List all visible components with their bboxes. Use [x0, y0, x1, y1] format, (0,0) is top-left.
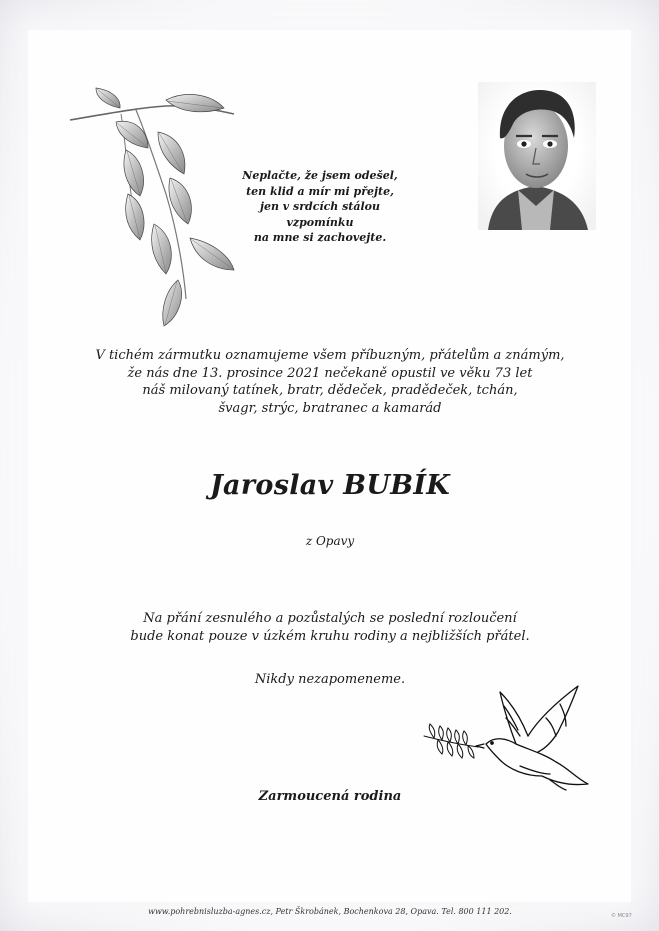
- birch-branch-icon: [66, 84, 246, 334]
- announcement-line: švagr, strýc, bratranec a kamarád: [218, 400, 442, 416]
- announcement-text: [80, 347, 580, 417]
- never-forget-text: Nikdy nezapomeneme.: [254, 672, 406, 687]
- poem-line: jen v srdcích stálou vzpomínku: [259, 200, 381, 229]
- poem-line: Neplačte, že jsem odešel,: [242, 169, 398, 182]
- announcement-line: V tichém zármutku oznamujeme všem příbuzným, přátelům a známým,: [95, 348, 565, 363]
- deceased-name: Jaroslav BUBÍK: [209, 470, 451, 501]
- memorial-poem: [240, 168, 400, 246]
- print-code: © MC97: [611, 913, 632, 919]
- portrait-photo: [478, 82, 596, 230]
- dove-with-olive-branch-icon: [420, 684, 595, 794]
- funeral-line: bude konat pouze v úzkém kruhu rodiny a nejbližších přátel.: [130, 628, 530, 644]
- signature: Zarmoucená rodina: [258, 789, 402, 804]
- poem-line: ten klid a mír mi přejte,: [246, 184, 394, 198]
- funeral-service-footer: www.pohrebnisluzba-agnes.cz, Petr Škrobánek, Bochenkova 28, Opava. Tel. 800 111 202.: [148, 907, 512, 916]
- announcement-line: že nás dne 13. prosince 2021 nečekaně opustil ve věku 73 let: [127, 365, 533, 381]
- announcement-line: náš milovaný tatínek, bratr, dědeček, pradědeček, tchán,: [142, 383, 518, 398]
- funeral-line: Na přání zesnulého a pozůstalých se poslední rozloučení: [143, 611, 517, 626]
- deceased-origin: z Opavy: [305, 534, 355, 548]
- poem-line: na mne si zachovejte.: [253, 231, 387, 244]
- funeral-info: [90, 610, 570, 645]
